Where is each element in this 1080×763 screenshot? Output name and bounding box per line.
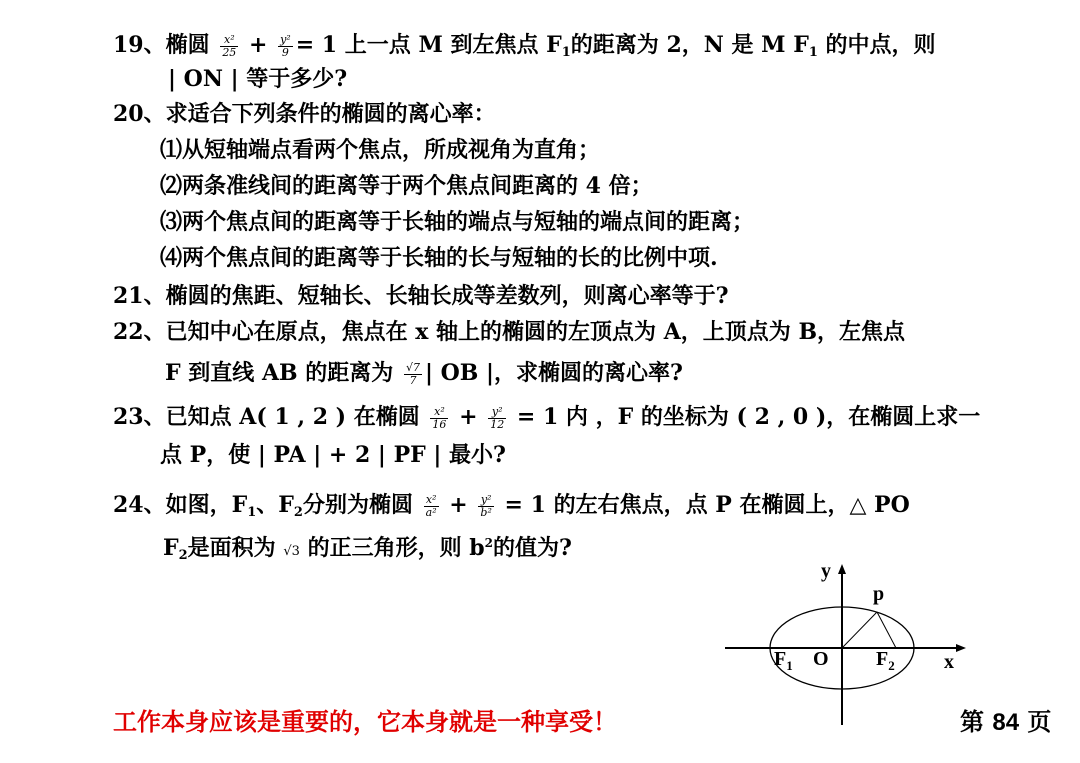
problem-number: 21、 [113,283,166,309]
x-axis-label: x [944,651,954,673]
problem-number: 23、 [113,404,166,430]
problem-20-stem: 20、求适合下列条件的椭圆的离心率： [113,101,496,127]
problem-23-line-2: 点 P，使 | PA | + 2 | PF | 最小? [160,442,506,468]
problem-20-item-2: ⑵两条准线间的距离等于两个焦点间距离的 4 倍； [160,173,653,199]
problem-20-item-4: ⑷两个焦点间的距离等于长轴的长与短轴的长的比例中项. [160,245,718,271]
page-number: 第 84 页 [960,707,1052,736]
fraction: $\frac{\text{x²}}{16}$ [432,404,447,431]
fraction: $\frac{\text{x²}}{25}$ [222,32,237,59]
problem-20-item-3: ⑶两个焦点间的距离等于长轴的端点与短轴的端点间的距离； [160,209,755,235]
problem-22-line-1: 22、已知中心在原点，焦点在 x 轴上的椭圆的左顶点为 A，上顶点为 B，左焦点 [113,319,906,345]
fraction: $\frac{√7}{7}$ [405,360,420,387]
problem-20-item-1: ⑴从短轴端点看两个焦点，所成视角为直角； [160,137,601,163]
ellipse-figure [710,560,990,740]
fraction: $\frac{\text{y²}}{12}$ [490,404,505,431]
segment-op [842,612,877,648]
problem-24-line-2: $F_2$是面积为 √3 的正三角形，则 $b^2$的值为? [163,535,572,563]
problem-number: 22、 [113,319,166,345]
point-p-label: p [873,583,885,605]
problem-21: 21、椭圆的焦距、短轴长、长轴长成等差数列，则离心率等于? [113,283,729,309]
problem-22-line-2: F 到直线 AB 的距离为 $\frac{√7}{7}$ | OB |，求椭圆的离心率? [165,360,683,387]
problem-number: 20、 [113,101,166,127]
problem-number: 24、 [113,492,166,518]
motto: 工作本身应该是重要的，它本身就是一种享受！ [113,707,617,736]
sqrt-three: √3 [283,544,300,559]
problem-23-line-1: 23、已知点 A( 1 , 2 ) 在椭圆 $\frac{\text{x²}}{16}$ + $\frac{\text{y²}}{12}$ = 1 内 ，F 的坐标为 ( 2 , 0 )，在椭圆上求一 [113,404,981,431]
problem-number: 19、 [113,32,166,58]
y-axis-label: y [821,560,831,582]
problem-24-line-1: 24、如图，$F_1$、$F_2$分别为椭圆 $\frac{\text{x²}}{\text{a²}}$ + $\frac{\text{y²}}{\text{b²}}$ = 1 的左右焦点，点 P 在椭圆上，△ PO [113,492,910,520]
fraction: $\frac{\text{y²}}{9}$ [280,32,291,59]
problem-19-line-1: 19、椭圆 $\frac{\text{x²}}{25}$ + $\frac{\text{y²}}{9}$ = 1 上一点 M 到左焦点 $F_1$的距离为 2，N 是 M $F_1$ 的中点，则 [113,32,936,60]
x-axis-arrow [956,644,966,652]
fraction: $\frac{\text{x²}}{\text{a²}}$ [425,492,437,519]
fraction: $\frac{\text{y²}}{\text{b²}}$ [480,492,492,519]
segment-pf2 [877,612,896,648]
f1-label: $F_1$ [774,648,793,673]
f2-label: $F_2$ [876,648,895,673]
problem-19-line-2: | ON | 等于多少? [168,66,348,92]
y-axis-arrow [838,564,846,574]
origin-label: O [813,648,829,670]
